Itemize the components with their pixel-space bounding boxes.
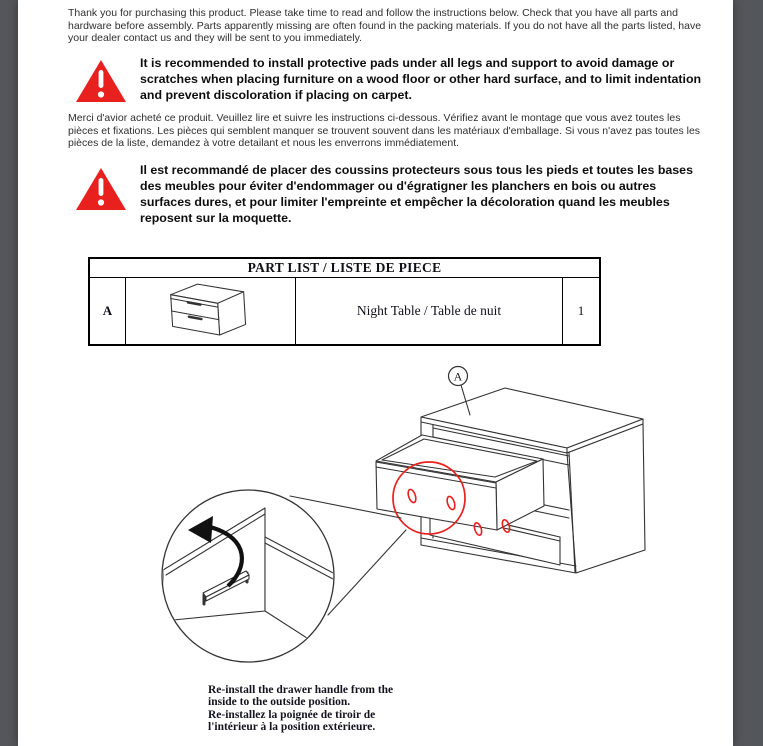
diagram-caption (208, 684, 393, 734)
caption-line: l'intérieur à la position extérieure. (208, 721, 376, 734)
part-list-title: PART LIST / LISTE DE PIECE (90, 259, 599, 278)
magnifier-detail (162, 490, 337, 662)
assembly-diagram (148, 360, 713, 674)
callout-a-label: A (453, 369, 463, 384)
warning-text-fr: Il est recommandé de placer des coussins protecteurs sous tous les pieds et toutes les bases des meubles pour éviter d'endommager ou d'égratigner les planchers en bois ou autres surfaces dures, et pour limiter l'empreinte et empêcher la décoloration quand les meubles reposent sur la moquette. (140, 163, 693, 225)
caption-line: Re-install the drawer handle from the (208, 684, 394, 696)
intro-paragraph-en: Thank you for purchasing this product. Please take time to read and follow the instructions below. Check that you have all parts and hardware before assembly. Parts apparently missing are often found in the packing materials. If you do not have all the parts listed, have your dealer contact us and they will be sent to you immediately. (68, 7, 702, 45)
warning-text-en: It is recommended to install protective pads under all legs and support to avoid damage or scratches when placing furniture on a wood floor or other hard surface, and to limit indentation and prevent discoloration if placing on carpet. (140, 56, 702, 102)
part-list-table (88, 257, 601, 346)
warning-triangle-icon (75, 59, 127, 103)
warning-triangle-icon (75, 167, 127, 211)
part-letter: A (102, 303, 113, 318)
table-row (90, 278, 599, 344)
part-description: Night Table / Table de nuit (295, 278, 562, 344)
night-table-thumbnail-image (125, 278, 295, 344)
caption-line: inside to the outside position. (208, 696, 351, 709)
part-quantity: 1 (562, 278, 599, 344)
caption-line: Re-installez la poignée de tiroir de (208, 708, 376, 721)
document-page (18, 0, 733, 746)
intro-paragraph-fr: Merci d'avior acheté ce produit. Veuillez lire et suivre les instructions ci-dessous. Vérifiez avant le montage que vous avez toutes les pièces et fixations. Les pièces qui semblent manquer se trouvent souvent dans les matériaux d'emballage. Si vous n'avez pas toutes les pièces de la liste, demandez à votre detailant et nous les enverrons immédiatement. (68, 112, 701, 150)
